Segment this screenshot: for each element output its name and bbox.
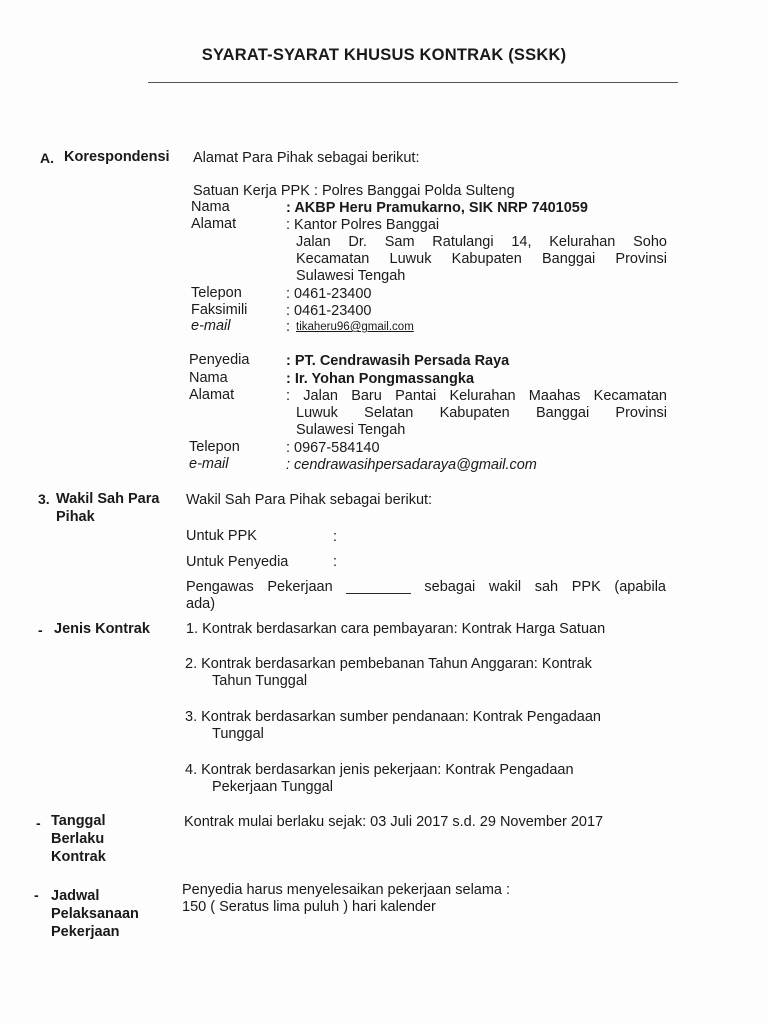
ppk-alamat-line1: : Kantor Polres Banggai xyxy=(286,217,440,233)
penyedia-nama-label: Nama xyxy=(189,370,228,386)
penyedia-telepon-label: Telepon xyxy=(189,439,240,455)
section-e-label-line1: Jadwal xyxy=(51,888,100,904)
penyedia-value: : PT. Cendrawasih Persada Raya xyxy=(286,353,510,369)
section-d-marker: - xyxy=(36,815,41,831)
section-d-label-line3: Kontrak xyxy=(51,849,106,865)
ppk-telepon-label: Telepon xyxy=(191,285,242,301)
section-e-label-line3: Pekerjaan xyxy=(51,924,120,940)
jenis-kontrak-item4-line1: 4. Kontrak berdasarkan jenis pekerjaan: Kontrak Pengadaan xyxy=(185,762,574,778)
untuk-penyedia-label: Untuk Penyedia xyxy=(186,554,289,570)
section-c-label: Jenis Kontrak xyxy=(54,621,150,637)
penyedia-email-label: e-mail xyxy=(189,456,229,472)
jadwal-text-line1: Penyedia harus menyelesaikan pekerjaan selama : xyxy=(182,882,511,898)
penyedia-alamat-line2: Luwuk Selatan Kabupaten Banggai Provinsi xyxy=(296,405,667,421)
ppk-alamat-label: Alamat xyxy=(191,216,237,232)
jenis-kontrak-item2-line2: Tahun Tunggal xyxy=(212,673,308,689)
penyedia-label: Penyedia xyxy=(189,352,250,368)
section-b-marker: 3. xyxy=(38,491,50,507)
section-d-label-line2: Berlaku xyxy=(51,831,105,847)
section-c-marker: - xyxy=(38,622,43,638)
ppk-email-label: e-mail xyxy=(191,318,231,334)
ppk-unit: Satuan Kerja PPK : Polres Banggai Polda Sulteng xyxy=(193,183,515,199)
penyedia-alamat-line1: : Jalan Baru Pantai Kelurahan Maahas Kecamatan xyxy=(286,388,667,404)
section-b-intro: Wakil Sah Para Pihak sebagai berikut: xyxy=(186,492,433,508)
penyedia-alamat-line3: Sulawesi Tengah xyxy=(296,422,406,438)
section-d-label-line1: Tanggal xyxy=(51,813,106,829)
penyedia-telepon-value: : 0967-584140 xyxy=(286,440,380,456)
ppk-nama-value: : AKBP Heru Pramukarno, SIK NRP 7401059 xyxy=(286,200,588,216)
section-b-label-line2: Pihak xyxy=(56,509,95,525)
ppk-nama-label: Nama xyxy=(191,199,230,215)
pengawas-line1: Pengawas Pekerjaan ________ sebagai wakil sah PPK (apabila xyxy=(186,579,666,595)
section-a-marker: A. xyxy=(40,150,54,166)
jenis-kontrak-item3-line2: Tunggal xyxy=(212,726,264,742)
ppk-telepon-value: : 0461-23400 xyxy=(286,286,372,302)
section-e-marker: - xyxy=(34,887,39,903)
untuk-penyedia-colon: : xyxy=(333,554,338,570)
ppk-alamat-line2: Jalan Dr. Sam Ratulangi 14, Kelurahan Soho xyxy=(296,234,667,250)
untuk-ppk-colon: : xyxy=(333,529,338,545)
jenis-kontrak-item2-line1: 2. Kontrak berdasarkan pembebanan Tahun Anggaran: Kontrak xyxy=(185,656,592,672)
title-divider xyxy=(148,82,678,83)
penyedia-nama-value: : Ir. Yohan Pongmassangka xyxy=(286,371,475,387)
penyedia-email-value: : cendrawasihpersadaraya@gmail.com xyxy=(286,457,537,473)
section-b-label-line1: Wakil Sah Para xyxy=(56,491,160,507)
tanggal-berlaku-text: Kontrak mulai berlaku sejak: 03 Juli 2017 s.d. 29 November 2017 xyxy=(184,814,604,830)
ppk-email-colon: : xyxy=(286,319,291,335)
ppk-email-link[interactable]: tikaheru96@gmail.com xyxy=(296,321,414,333)
jenis-kontrak-item3-line1: 3. Kontrak berdasarkan sumber pendanaan: Kontrak Pengadaan xyxy=(185,709,601,725)
jenis-kontrak-item4-line2: Pekerjaan Tunggal xyxy=(212,779,333,795)
ppk-faksimili-label: Faksimili xyxy=(191,302,248,318)
section-a-label: Korespondensi xyxy=(64,149,170,165)
ppk-faksimili-value: : 0461-23400 xyxy=(286,303,372,319)
ppk-alamat-line3: Kecamatan Luwuk Kabupaten Banggai Provinsi xyxy=(296,251,667,267)
section-e-label-line2: Pelaksanaan xyxy=(51,906,139,922)
penyedia-alamat-label: Alamat xyxy=(189,387,235,403)
section-a-intro: Alamat Para Pihak sebagai berikut: xyxy=(193,150,420,166)
untuk-ppk-label: Untuk PPK xyxy=(186,528,257,544)
ppk-alamat-line4: Sulawesi Tengah xyxy=(296,268,406,284)
jadwal-text-line2: 150 ( Seratus lima puluh ) hari kalender xyxy=(182,899,436,915)
document-title: SYARAT-SYARAT KHUSUS KONTRAK (SSKK) xyxy=(201,46,567,64)
jenis-kontrak-item1: 1. Kontrak berdasarkan cara pembayaran: Kontrak Harga Satuan xyxy=(186,621,606,637)
pengawas-line2: ada) xyxy=(186,596,216,612)
